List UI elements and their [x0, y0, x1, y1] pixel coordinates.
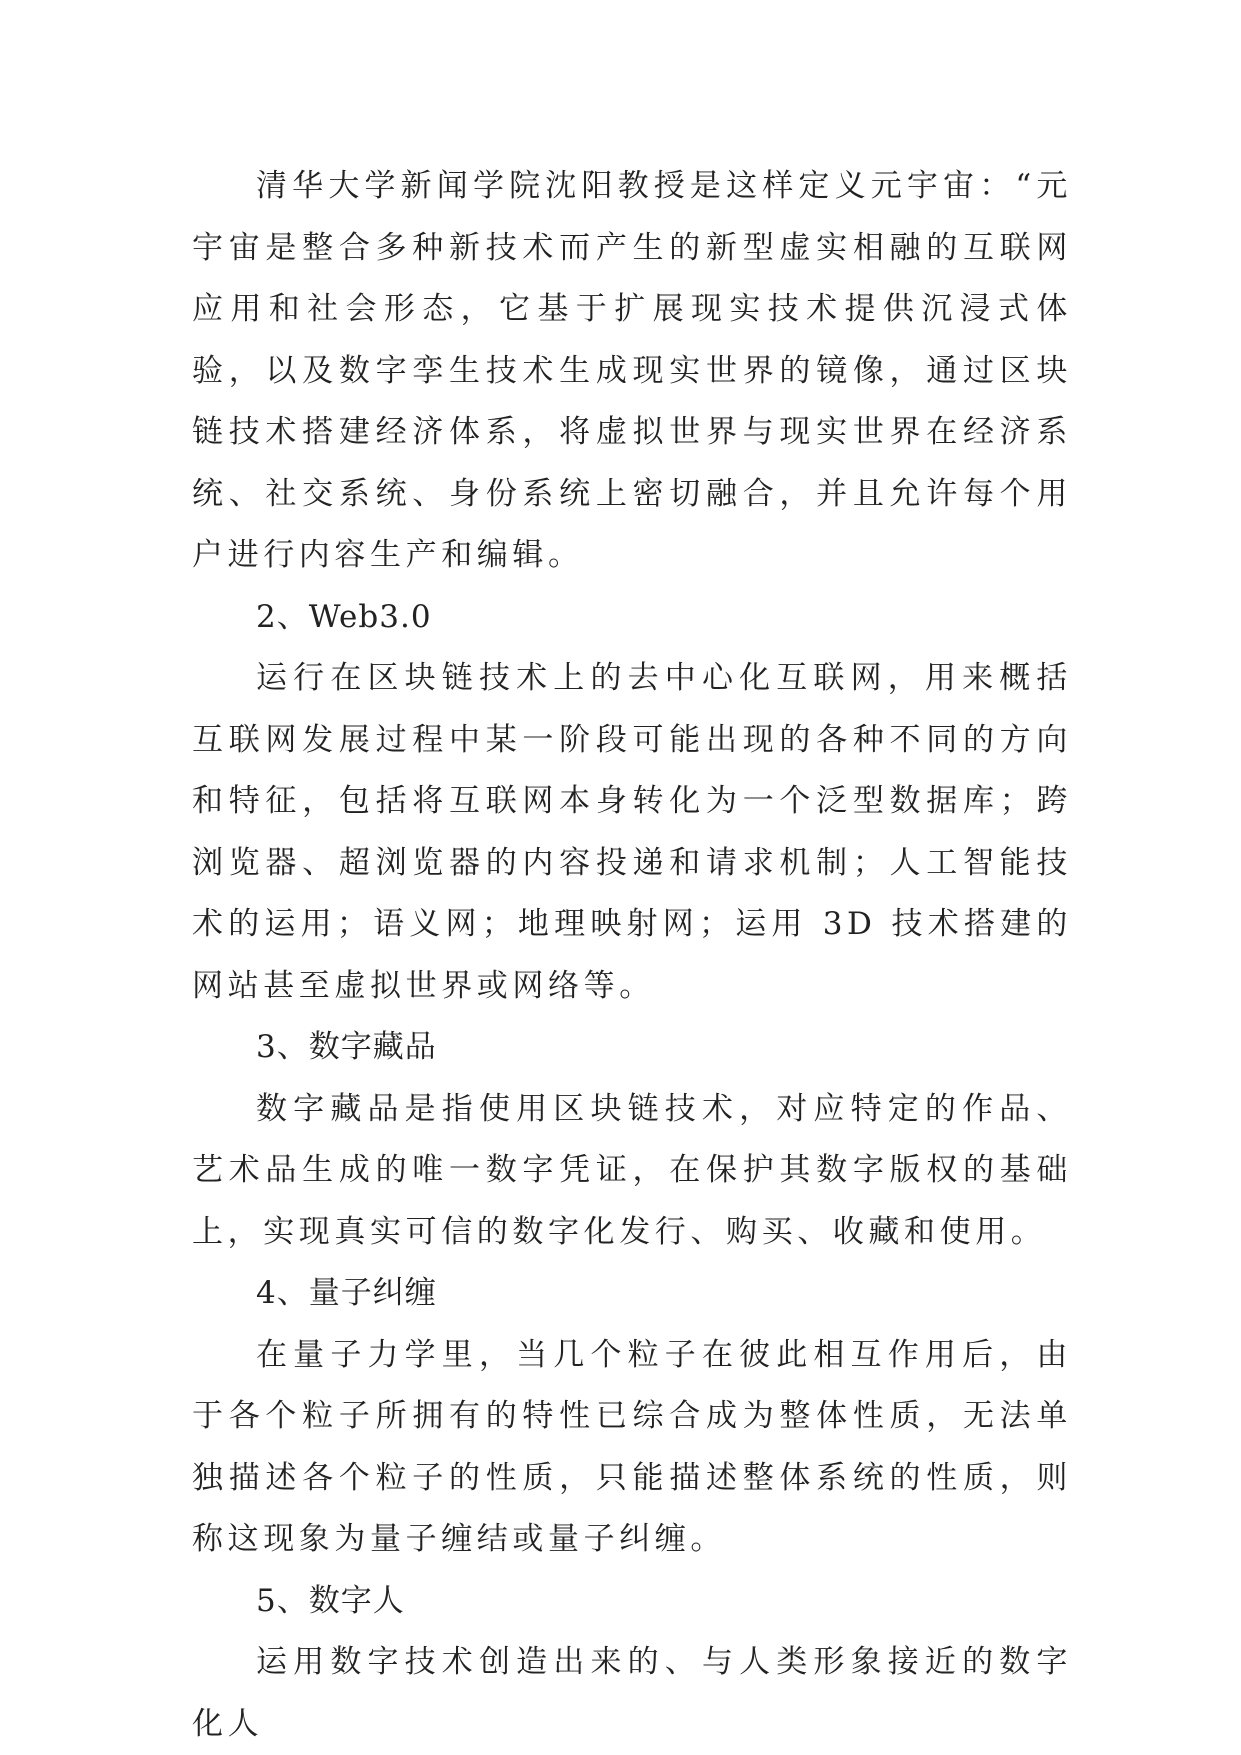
section-heading-web3: 2、Web3.0 [256, 598, 432, 635]
paragraph-digital-human-definition: 运用数字技术创造出来的、与人类形象接近的数字化人 [192, 1644, 1072, 1742]
section-heading-quantum-entanglement: 4、量子纠缠 [256, 1275, 437, 1311]
paragraph-quantum-entanglement-definition: 在量子力学里，当几个粒子在彼此相互作用后，由于各个粒子所拥有的特性已综合成为整体性质，无法单独描述各个粒子的性质，只能描述整体系统的性质，则称这现象为量子缠结或量子纠缠。 [192, 1336, 1072, 1557]
document-body [192, 156, 1072, 1755]
paragraph-metaverse-definition: 清华大学新闻学院沈阳教授是这样定义元宇宙：“元宇宙是整合多种新技术而产生的新型虚实相融的互联网应用和社会形态，它基于扩展现实技术提供沉浸式体验，以及数字孪生技术生成现实世界的镜像，通过区块链技术搭建经济体系，将虚拟世界与现实世界在经济系统、社交系统、身份系统上密切融合，并且允许每个用户进行内容生产和编辑。 [192, 168, 1072, 573]
paragraph-digital-collectibles-definition: 数字藏品是指使用区块链技术，对应特定的作品、艺术品生成的唯一数字凭证，在保护其数字版权的基础上，实现真实可信的数字化发行、购买、收藏和使用。 [192, 1090, 1072, 1250]
section-heading-digital-collectibles: 3、数字藏品 [256, 1029, 437, 1065]
section-heading-digital-human: 5、数字人 [256, 1582, 405, 1619]
paragraph-web3-definition: 运行在区块链技术上的去中心化互联网，用来概括互联网发展过程中某一阶段可能出现的各种不同的方向和特征，包括将互联网本身转化为一个泛型数据库；跨浏览器、超浏览器的内容投递和请求机制；人工智能技术的运用；语义网；地理映射网；运用 3D 技术搭建的网站甚至虚拟世界或网络等。 [192, 660, 1072, 1004]
